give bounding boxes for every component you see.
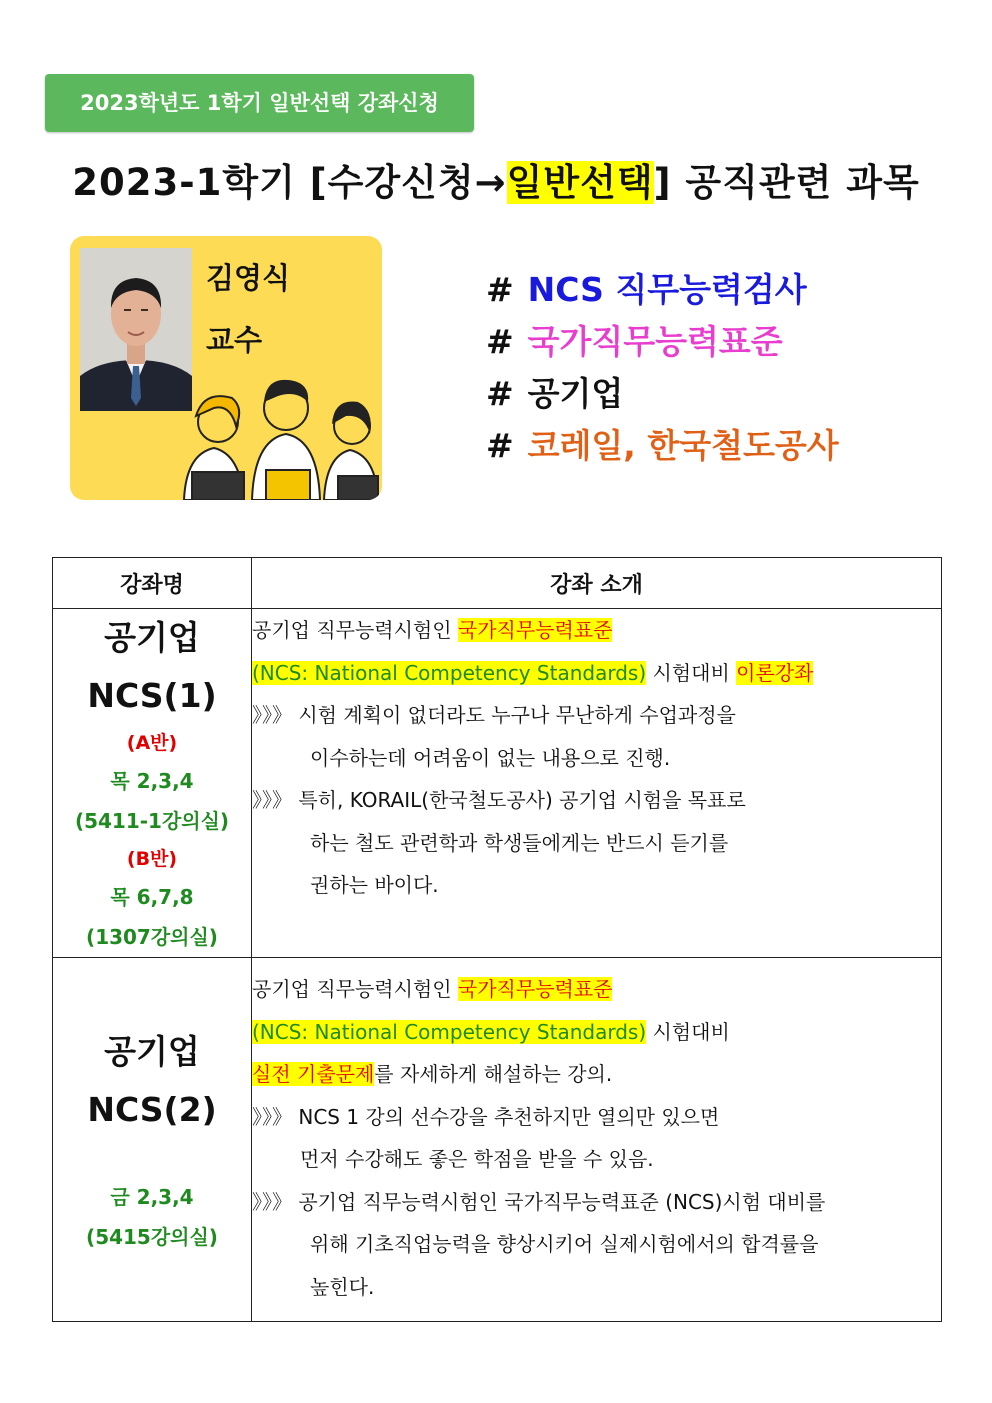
intro-line: 》》》 특히, KORAIL(한국철도공사) 공기업 시험을 목표로 <box>252 788 746 812</box>
course-code: NCS(1) <box>87 676 217 715</box>
header-course-name: 강좌명 <box>53 558 252 609</box>
intro-line: 먼저 수강해도 좋은 학점을 받을 수 있음. <box>300 1147 654 1171</box>
professor-name: 김영식 <box>206 261 291 295</box>
tag-korail: # 코레일, 한국철도공사 <box>486 426 839 465</box>
course-name-cell <box>53 609 252 958</box>
table-header-row <box>53 558 942 609</box>
students-illustration <box>174 356 382 500</box>
tag-public-enterprise: # 공기업 <box>486 374 624 413</box>
course-code: NCS(2) <box>87 1089 217 1129</box>
semester-badge: 2023학년도 1학기 일반선택 강좌신청 <box>45 74 474 132</box>
intro-line: (NCS: National Competency Standards) 시험대비 <box>252 1019 730 1044</box>
intro-line: 실전 기출문제를 자세하게 해설하는 강의. <box>252 1062 613 1086</box>
intro-line: 이수하는데 어려움이 없는 내용으로 진행. <box>310 745 671 770</box>
tag-ncs: # NCS 직무능력검사 <box>486 270 807 309</box>
intro-line: 》》》 NCS 1 강의 선수강을 추천하지만 열의만 있으면 <box>252 1104 720 1129</box>
intro-line: 하는 철도 관련학과 학생들에게는 반드시 듣기를 <box>310 830 729 855</box>
page-title: 2023-1학기 [수강신청→일반선택] 공직관련 과목 <box>72 161 920 204</box>
course-intro-cell <box>252 609 942 958</box>
intro-line: 》》》 공기업 직무능력시험인 국가직무능력표준 (NCS)시험 대비를 <box>252 1189 826 1214</box>
class-time: 목 6,7,8 <box>110 885 194 909</box>
course-intro-cell <box>252 958 942 1322</box>
table-row <box>53 609 942 958</box>
classroom: (5411-1강의실) <box>74 809 230 833</box>
class-time: 금 2,3,4 <box>110 1184 194 1209</box>
professor-card <box>70 236 382 500</box>
table-row <box>53 958 942 1322</box>
intro-line: 위해 기초직업능력을 향상시키어 실제시험에서의 합격률을 <box>310 1232 819 1256</box>
course-table <box>52 557 942 1322</box>
course-name: 공기업 <box>104 1031 200 1071</box>
intro-line: 공기업 직무능력시험인 국가직무능력표준 <box>252 618 613 642</box>
intro-line: 》》》 시험 계획이 없더라도 누구나 무난하게 수업과정을 <box>252 703 736 727</box>
section-label: (B반) <box>126 848 178 870</box>
intro-line: 공기업 직무능력시험인 국가직무능력표준 <box>252 977 613 1001</box>
class-time: 목 2,3,4 <box>110 769 194 793</box>
intro-line: 권하는 바이다. <box>310 873 439 897</box>
classroom: (1307강의실) <box>86 925 218 949</box>
intro-line: (NCS: National Competency Standards) 시험대비 이론강좌 <box>252 660 814 685</box>
section-label: (A반) <box>126 732 178 754</box>
course-name: 공기업 <box>104 618 200 657</box>
intro-line: 높힌다. <box>310 1274 375 1299</box>
classroom: (5415강의실) <box>86 1224 218 1249</box>
course-name-cell <box>53 958 252 1322</box>
tag-national-standard: # 국가직무능력표준 <box>486 322 783 361</box>
header-course-intro: 강좌 소개 <box>252 558 942 609</box>
title-highlight: 일반선택 <box>506 161 654 204</box>
professor-title: 교수 <box>206 323 263 357</box>
keyword-tags <box>486 268 839 476</box>
